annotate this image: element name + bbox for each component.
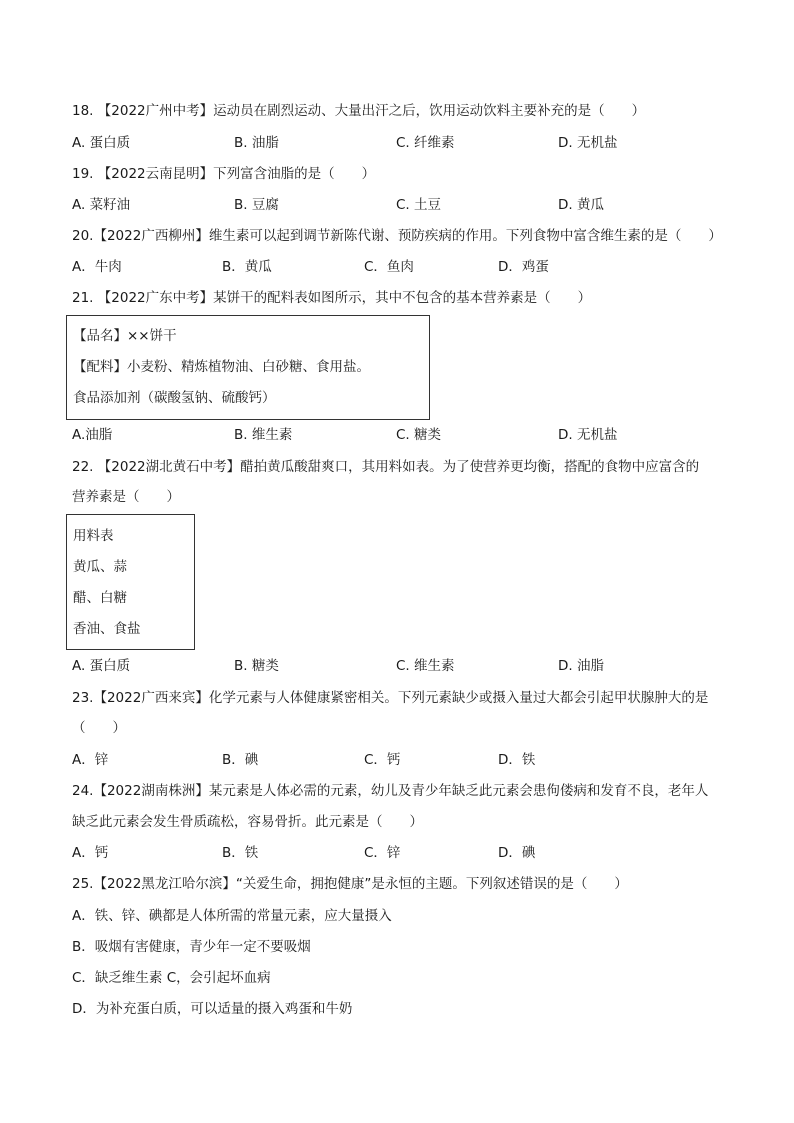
q21-option-d: D. 无机盐 <box>558 427 618 443</box>
q20-option-d: D．鸡蛋 <box>498 259 549 275</box>
table-22-row-2: 黄瓜、蒜 <box>73 559 127 575</box>
q18-option-a: A. 蛋白质 <box>72 135 131 151</box>
question-18-options <box>72 133 692 153</box>
q19-option-c: C. 土豆 <box>396 197 442 213</box>
question-24-stem-line2: 缺乏此元素会发生骨质疏松，容易骨折。此元素是（ ） <box>72 814 423 830</box>
q23-option-c: C．钙 <box>364 752 401 768</box>
q22-option-b: B. 糖类 <box>234 658 279 674</box>
q25-option-b: B．吸烟有害健康，青少年一定不要吸烟 <box>72 939 311 955</box>
ingredient-table-22 <box>66 514 195 650</box>
q22-option-a: A. 蛋白质 <box>72 658 131 674</box>
q22-option-c: C. 维生素 <box>396 658 455 674</box>
question-22-options <box>72 656 692 676</box>
question-21-options <box>72 425 692 445</box>
q18-option-b: B. 油脂 <box>234 135 279 151</box>
question-22-stem-line2: 营养素是（ ） <box>72 489 180 505</box>
table-22-row-4: 香油、食盐 <box>73 621 141 637</box>
q18-option-c: C. 纤维素 <box>396 135 455 151</box>
table-21-row-3: 食品添加剂（碳酸氢钠、硫酸钙） <box>73 390 276 406</box>
question-23-stem-line1: 23.【2022广西来宾】化学元素与人体健康紧密相关。下列元素缺少或摄入量过大都会引起甲状腺肿大的是 <box>72 690 709 706</box>
question-24-options <box>72 843 692 863</box>
q24-option-a: A．钙 <box>72 845 109 861</box>
question-25-stem: 25.【2022黑龙江哈尔滨】“关爱生命，拥抱健康”是永恒的主题。下列叙述错误的是（ ） <box>72 876 628 892</box>
ingredient-table-21 <box>66 315 430 420</box>
table-22-row-3: 醋、白糖 <box>73 590 127 606</box>
question-21-stem: 21. 【2022广东中考】某饼干的配料表如图所示，其中不包含的基本营养素是（ ） <box>72 290 592 306</box>
q21-option-a: A.油脂 <box>72 427 113 443</box>
question-23-stem-line2: （ ） <box>72 720 126 736</box>
q18-option-d: D. 无机盐 <box>558 135 618 151</box>
q21-option-c: C. 糖类 <box>396 427 442 443</box>
q24-option-d: D．碘 <box>498 845 536 861</box>
q20-option-b: B．黄瓜 <box>222 259 272 275</box>
question-19-options <box>72 195 692 215</box>
table-21-row-2: 【配料】小麦粉、精炼植物油、白砂糖、食用盐。 <box>73 359 370 375</box>
q20-option-a: A．牛肉 <box>72 259 122 275</box>
q25-option-c: C．缺乏维生素 C，会引起坏血病 <box>72 970 271 986</box>
question-20-options <box>72 257 692 277</box>
q22-option-d: D. 油脂 <box>558 658 604 674</box>
q19-option-d: D. 黄瓜 <box>558 197 604 213</box>
question-22-stem-line1: 22. 【2022湖北黄石中考】醋拍黄瓜酸甜爽口，其用料如表。为了使营养更均衡，搭配的食物中应富含的 <box>72 459 700 475</box>
q23-option-d: D．铁 <box>498 752 536 768</box>
q19-option-a: A. 菜籽油 <box>72 197 131 213</box>
q25-option-a: A．铁、锌、碘都是人体所需的常量元素，应大量摄入 <box>72 908 392 924</box>
question-19-stem: 19. 【2022云南昆明】下列富含油脂的是（ ） <box>72 166 376 182</box>
table-21-row-1: 【品名】××饼干 <box>73 328 177 344</box>
q23-option-a: A．锌 <box>72 752 109 768</box>
q21-option-b: B. 维生素 <box>234 427 293 443</box>
question-24-stem-line1: 24.【2022湖南株洲】某元素是人体必需的元素，幼儿及青少年缺乏此元素会患佝偻病和发育不良，老年人 <box>72 783 709 799</box>
q25-option-d: D．为补充蛋白质，可以适量的摄入鸡蛋和牛奶 <box>72 1001 353 1017</box>
q19-option-b: B. 豆腐 <box>234 197 279 213</box>
question-20-stem: 20.【2022广西柳州】维生素可以起到调节新陈代谢、预防疾病的作用。下列食物中富含维生素的是（ ） <box>72 228 722 244</box>
question-23-options <box>72 750 692 770</box>
q24-option-b: B．铁 <box>222 845 259 861</box>
question-18-stem: 18. 【2022广州中考】运动员在剧烈运动、大量出汗之后，饮用运动饮料主要补充的是（ ） <box>72 103 646 119</box>
q24-option-c: C．锌 <box>364 845 401 861</box>
q23-option-b: B．碘 <box>222 752 259 768</box>
q20-option-c: C．鱼肉 <box>364 259 414 275</box>
table-22-row-1: 用料表 <box>73 528 114 544</box>
